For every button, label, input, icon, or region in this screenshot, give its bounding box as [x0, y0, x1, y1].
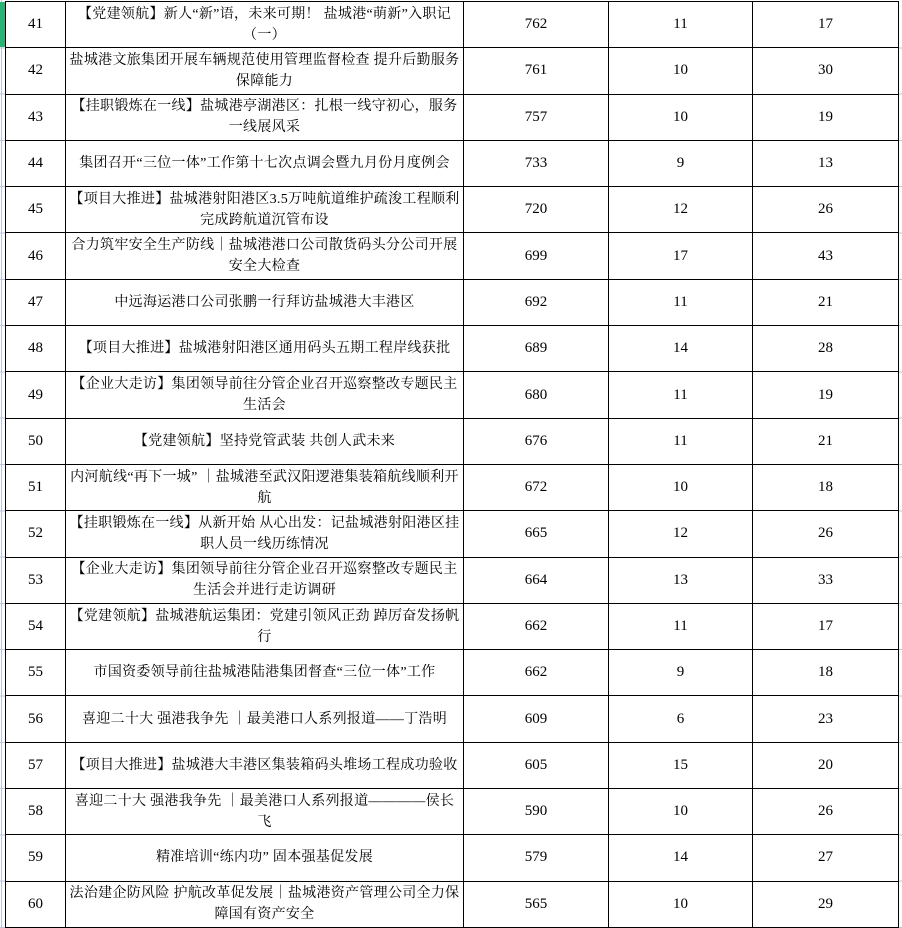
table-row — [6, 48, 899, 94]
metric-2-cell[interactable]: 10 — [609, 94, 753, 140]
metric-3-cell[interactable]: 26 — [753, 187, 899, 233]
table-row — [6, 789, 899, 835]
article-title-cell[interactable]: 【项目大推进】盐城港射阳港区3.5万吨航道维护疏浚工程顺利完成跨航道沉管布设 — [66, 187, 464, 233]
metric-2-cell[interactable]: 6 — [609, 696, 753, 742]
metric-3-cell[interactable]: 13 — [753, 140, 899, 186]
table-row — [6, 279, 899, 325]
article-title-cell[interactable]: 法治建企防风险 护航改革促发展｜盐城港资产管理公司全力保障国有资产安全 — [66, 881, 464, 927]
metric-2-cell[interactable]: 11 — [609, 372, 753, 418]
row-number-cell[interactable]: 43 — [6, 94, 66, 140]
metric-3-cell[interactable]: 20 — [753, 742, 899, 788]
metric-2-cell[interactable]: 11 — [609, 603, 753, 649]
metric-1-cell[interactable]: 590 — [464, 789, 609, 835]
active-row-marker — [0, 2, 5, 47]
metric-1-cell[interactable]: 609 — [464, 696, 609, 742]
metric-1-cell[interactable]: 762 — [464, 2, 609, 48]
metric-1-cell[interactable]: 699 — [464, 233, 609, 279]
metric-3-cell[interactable]: 23 — [753, 696, 899, 742]
row-number-cell[interactable]: 45 — [6, 187, 66, 233]
row-number-cell[interactable]: 56 — [6, 696, 66, 742]
article-title-cell[interactable]: 【企业大走访】集团领导前往分管企业召开巡察整改专题民主生活会并进行走访调研 — [66, 557, 464, 603]
metric-1-cell[interactable]: 676 — [464, 418, 609, 464]
metric-1-cell[interactable]: 662 — [464, 603, 609, 649]
metric-3-cell[interactable]: 18 — [753, 650, 899, 696]
row-number-cell[interactable]: 51 — [6, 464, 66, 510]
metric-1-cell[interactable]: 757 — [464, 94, 609, 140]
metric-3-cell[interactable]: 17 — [753, 2, 899, 48]
metric-2-cell[interactable]: 12 — [609, 187, 753, 233]
article-title-cell[interactable]: 内河航线“再下一城” ｜盐城港至武汉阳逻港集装箱航线顺利开航 — [66, 464, 464, 510]
row-number-cell[interactable]: 58 — [6, 789, 66, 835]
table-row — [6, 835, 899, 881]
metric-3-cell[interactable]: 21 — [753, 279, 899, 325]
gridline-row-stubs — [0, 2, 5, 928]
sheet-left-gutter — [0, 0, 5, 928]
metric-1-cell[interactable]: 579 — [464, 835, 609, 881]
article-title-cell[interactable]: 【挂职锻炼在一线】盐城港亭湖港区：扎根一线守初心，服务一线展风采 — [66, 94, 464, 140]
data-table — [5, 1, 899, 928]
article-title-cell[interactable]: 【党建领航】盐城港航运集团：党建引领风正劲 踔厉奋发扬帆行 — [66, 603, 464, 649]
table-row — [6, 233, 899, 279]
metric-3-cell[interactable]: 21 — [753, 418, 899, 464]
table-row — [6, 881, 899, 927]
table-row — [6, 94, 899, 140]
row-number-cell[interactable]: 48 — [6, 326, 66, 372]
row-number-cell[interactable]: 59 — [6, 835, 66, 881]
metric-3-cell[interactable]: 26 — [753, 789, 899, 835]
table-row — [6, 418, 899, 464]
article-title-cell[interactable]: 喜迎二十大 强港我争先 ｜最美港口人系列报道————侯长飞 — [66, 789, 464, 835]
metric-2-cell[interactable]: 10 — [609, 48, 753, 94]
row-number-cell[interactable]: 52 — [6, 511, 66, 557]
metric-2-cell[interactable]: 10 — [609, 464, 753, 510]
row-number-cell[interactable]: 60 — [6, 881, 66, 927]
table-row — [6, 326, 899, 372]
article-title-cell[interactable]: 喜迎二十大 强港我争先 ｜最美港口人系列报道——丁浩明 — [66, 696, 464, 742]
metric-2-cell[interactable]: 10 — [609, 789, 753, 835]
table-row — [6, 696, 899, 742]
row-number-cell[interactable]: 50 — [6, 418, 66, 464]
metric-3-cell[interactable]: 27 — [753, 835, 899, 881]
metric-3-cell[interactable]: 17 — [753, 603, 899, 649]
row-number-cell[interactable]: 47 — [6, 279, 66, 325]
metric-2-cell[interactable]: 15 — [609, 742, 753, 788]
row-number-cell[interactable]: 49 — [6, 372, 66, 418]
table-row — [6, 603, 899, 649]
article-title-cell[interactable]: 【项目大推进】盐城港射阳港区通用码头五期工程岸线获批 — [66, 326, 464, 372]
metric-1-cell[interactable]: 665 — [464, 511, 609, 557]
article-title-cell[interactable]: 合力筑牢安全生产防线｜盐城港港口公司散货码头分公司开展安全大检查 — [66, 233, 464, 279]
metric-1-cell[interactable]: 662 — [464, 650, 609, 696]
metric-3-cell[interactable]: 26 — [753, 511, 899, 557]
metric-3-cell[interactable]: 18 — [753, 464, 899, 510]
article-title-cell[interactable]: 【挂职锻炼在一线】从新开始 从心出发：记盐城港射阳港区挂职人员一线历练情况 — [66, 511, 464, 557]
table-row — [6, 372, 899, 418]
table-row — [6, 187, 899, 233]
metric-1-cell[interactable]: 672 — [464, 464, 609, 510]
article-title-cell[interactable]: 【项目大推进】盐城港大丰港区集装箱码头堆场工程成功验收 — [66, 742, 464, 788]
metric-2-cell[interactable]: 9 — [609, 140, 753, 186]
metric-2-cell[interactable]: 13 — [609, 557, 753, 603]
row-number-cell[interactable]: 41 — [6, 2, 66, 48]
row-number-cell[interactable]: 42 — [6, 48, 66, 94]
table-row — [6, 2, 899, 48]
metric-1-cell[interactable]: 692 — [464, 279, 609, 325]
metric-3-cell[interactable]: 19 — [753, 94, 899, 140]
row-number-cell[interactable]: 46 — [6, 233, 66, 279]
metric-1-cell[interactable]: 689 — [464, 326, 609, 372]
metric-2-cell[interactable]: 11 — [609, 279, 753, 325]
metric-2-cell[interactable]: 14 — [609, 835, 753, 881]
table-row — [6, 511, 899, 557]
table-row — [6, 464, 899, 510]
metric-1-cell[interactable]: 720 — [464, 187, 609, 233]
article-title-cell[interactable]: 市国资委领导前往盐城港陆港集团督查“三位一体”工作 — [66, 650, 464, 696]
metric-2-cell[interactable]: 12 — [609, 511, 753, 557]
article-title-cell[interactable]: 【党建领航】坚持党管武装 共创人武未来 — [66, 418, 464, 464]
row-number-cell[interactable]: 57 — [6, 742, 66, 788]
metric-2-cell[interactable]: 11 — [609, 418, 753, 464]
article-title-cell[interactable]: 集团召开“三位一体”工作第十七次点调会暨九月份月度例会 — [66, 140, 464, 186]
table-row — [6, 140, 899, 186]
metric-3-cell[interactable]: 28 — [753, 326, 899, 372]
metric-3-cell[interactable]: 30 — [753, 48, 899, 94]
metric-1-cell[interactable]: 605 — [464, 742, 609, 788]
article-title-cell[interactable]: 【党建领航】新人“新”语，未来可期！ 盐城港“萌新”入职记（一） — [66, 2, 464, 48]
row-number-cell[interactable]: 53 — [6, 557, 66, 603]
row-number-cell[interactable]: 55 — [6, 650, 66, 696]
article-title-cell[interactable]: 盐城港文旅集团开展车辆规范使用管理监督检查 提升后勤服务保障能力 — [66, 48, 464, 94]
metric-3-cell[interactable]: 33 — [753, 557, 899, 603]
metric-1-cell[interactable]: 733 — [464, 140, 609, 186]
metric-3-cell[interactable]: 43 — [753, 233, 899, 279]
article-title-cell[interactable]: 精准培训“练内功” 固本强基促发展 — [66, 835, 464, 881]
metric-1-cell[interactable]: 761 — [464, 48, 609, 94]
row-number-cell[interactable]: 44 — [6, 140, 66, 186]
table-body — [6, 2, 899, 928]
metric-2-cell[interactable]: 9 — [609, 650, 753, 696]
table-row — [6, 557, 899, 603]
article-title-cell[interactable]: 【企业大走访】集团领导前往分管企业召开巡察整改专题民主生活会 — [66, 372, 464, 418]
metric-2-cell[interactable]: 14 — [609, 326, 753, 372]
table-row — [6, 742, 899, 788]
metric-1-cell[interactable]: 565 — [464, 881, 609, 927]
article-title-cell[interactable]: 中远海运港口公司张鹏一行拜访盐城港大丰港区 — [66, 279, 464, 325]
table-row — [6, 650, 899, 696]
metric-1-cell[interactable]: 680 — [464, 372, 609, 418]
metric-1-cell[interactable]: 664 — [464, 557, 609, 603]
metric-2-cell[interactable]: 17 — [609, 233, 753, 279]
metric-2-cell[interactable]: 10 — [609, 881, 753, 927]
metric-3-cell[interactable]: 29 — [753, 881, 899, 927]
metric-2-cell[interactable]: 11 — [609, 2, 753, 48]
row-number-cell[interactable]: 54 — [6, 603, 66, 649]
metric-3-cell[interactable]: 19 — [753, 372, 899, 418]
